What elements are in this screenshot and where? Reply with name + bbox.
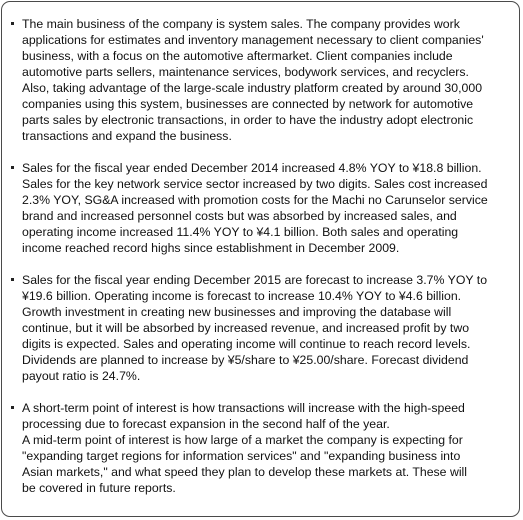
text-line: be covered in future reports.	[22, 481, 176, 495]
text-line: Also, taking advantage of the large-scale industry platform created by around 30,000	[22, 81, 483, 95]
bullet-marker	[11, 406, 14, 409]
paragraph-points-of-interest	[11, 400, 516, 496]
text-line: transactions and expand the business.	[22, 129, 232, 143]
text-line: business, with a focus on the automotive aftermarket. Client companies include	[22, 49, 453, 63]
text-line: companies using this system, businesses are connected by network for automotive	[22, 97, 474, 111]
paragraph-fy2015-forecast	[11, 272, 516, 384]
text-line: Asian markets," and what speed they plan to develop these markets at. These will	[22, 465, 468, 479]
text-line: payout ratio is 24.7%.	[22, 369, 141, 383]
report-content	[11, 16, 516, 512]
paragraph-business	[11, 16, 516, 144]
paragraph-fy2014-results	[11, 160, 516, 256]
text-line: digits is expected. Sales and operating income will continue to reach record levels.	[22, 337, 471, 351]
text-line: A mid-term point of interest is how large of a market the company is expecting for	[22, 433, 463, 447]
text-line: Sales for the fiscal year ended December 2014 increased 4.8% YOY to ¥18.8 billion.	[22, 161, 482, 175]
text-line: Dividends are planned to increase by ¥5/share to ¥25.00/share. Forecast dividend	[22, 353, 469, 367]
text-line: income reached record highs since establishment in December 2009.	[22, 241, 400, 255]
text-line: automotive parts sellers, maintenance services, bodywork services, and recyclers.	[22, 65, 469, 79]
text-line: Sales for the key network service sector increased by two digits. Sales cost increased	[22, 177, 488, 191]
text-line: operating income increased 11.4% YOY to ¥4.1 billion. Both sales and operating	[22, 225, 459, 239]
bullet-marker	[11, 166, 14, 169]
text-line: 2.3% YOY, SG&A increased with promotion costs for the Machi no Carunselor service	[22, 193, 488, 207]
text-line: processing due to forecast expansion in the second half of the year.	[22, 417, 390, 431]
text-line: Growth investment in creating new businesses and improving the database will	[22, 305, 452, 319]
text-line: applications for estimates and inventory management necessary to client companies'	[22, 33, 484, 47]
text-line: continue, but it will be absorbed by increased revenue, and increased profit by two	[22, 321, 470, 335]
bullet-marker	[11, 22, 14, 25]
report-box	[1, 1, 520, 517]
text-line: The main business of the company is system sales. The company provides work	[22, 17, 460, 31]
text-line: brand and increased personnel costs but was absorbed by increased sales, and	[22, 209, 457, 223]
text-line: ¥19.6 billion. Operating income is forecast to increase 10.4% YOY to ¥4.6 billion.	[22, 289, 462, 303]
bullet-marker	[11, 278, 14, 281]
text-line: Sales for the fiscal year ending December 2015 are forecast to increase 3.7% YOY to	[22, 273, 488, 287]
text-line: "expanding target regions for information services" and "expanding business into	[22, 449, 461, 463]
text-line: parts sales by electronic transactions, in order to have the industry adopt electronic	[22, 113, 474, 127]
text-line: A short-term point of interest is how transactions will increase with the high-speed	[22, 401, 465, 415]
